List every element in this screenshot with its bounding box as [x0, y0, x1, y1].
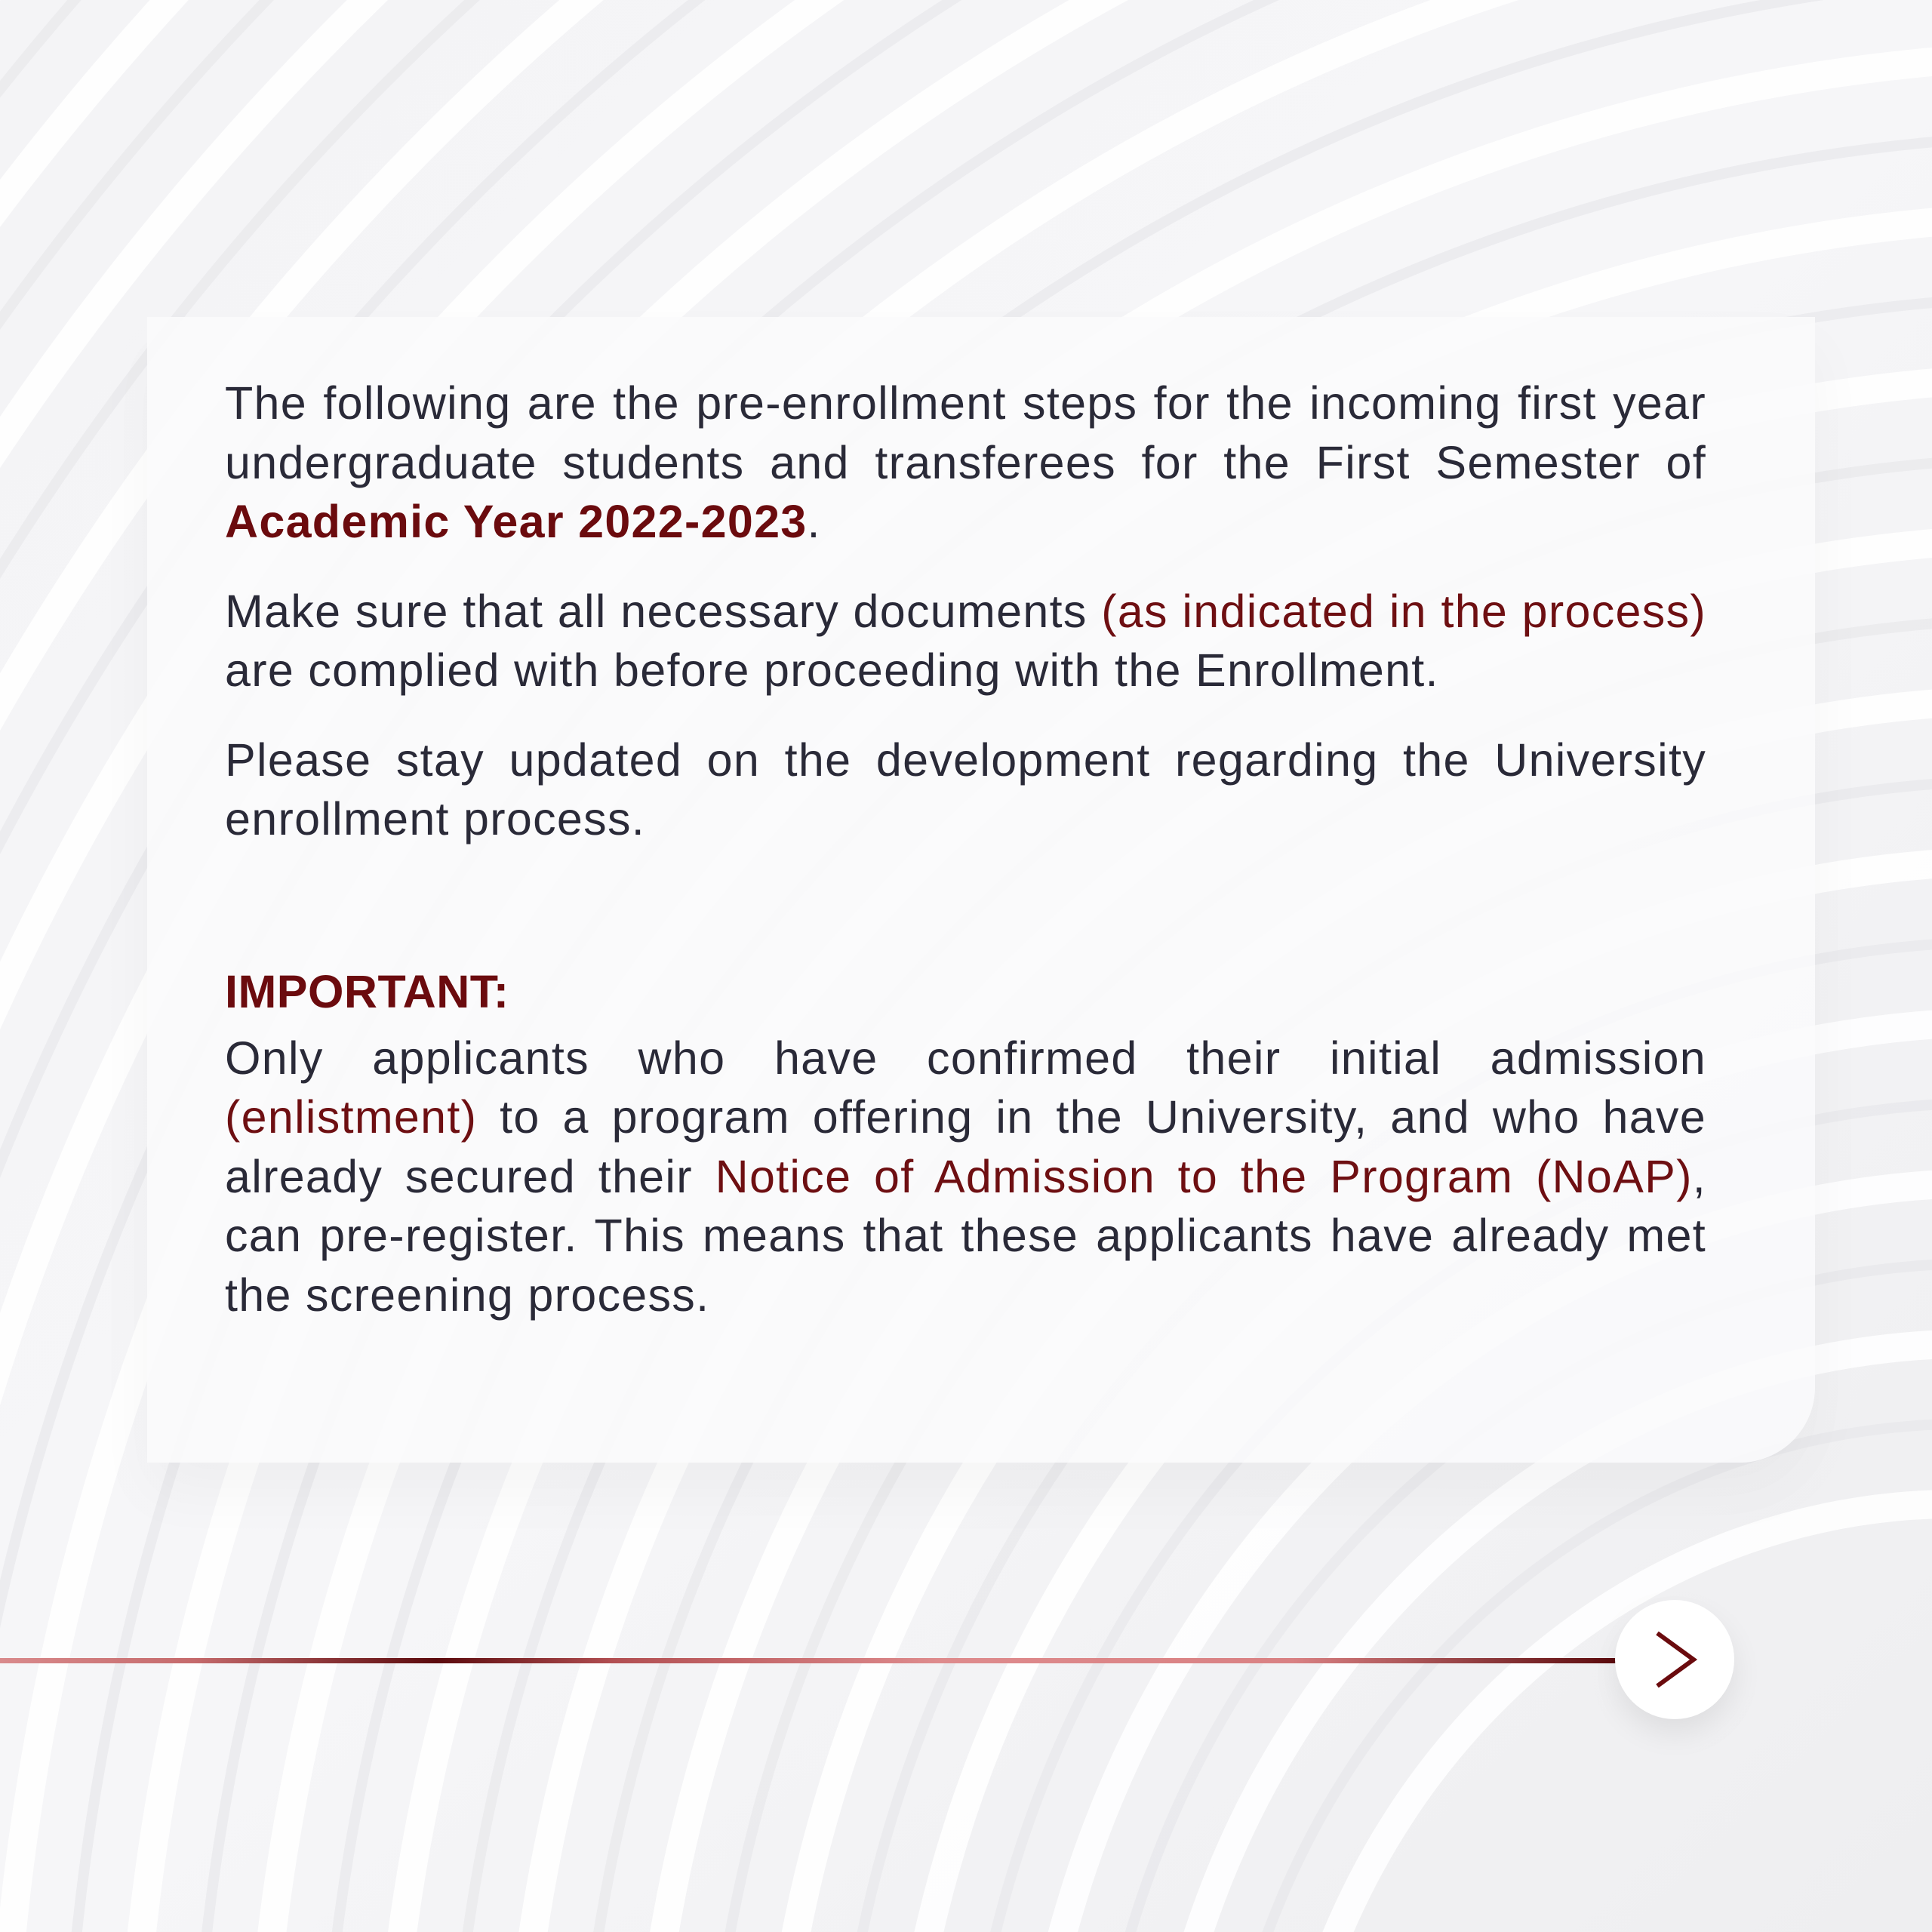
next-button[interactable]	[1615, 1600, 1734, 1719]
academic-year-highlight: Academic Year 2022-2023	[225, 496, 808, 547]
chevron-right-icon	[1653, 1630, 1698, 1689]
important-text-3: , can pre-register. This means that these applicants have already met the screening process.	[225, 1150, 1706, 1321]
documents-highlight: (as indicated in the process)	[1101, 585, 1706, 637]
divider-line	[0, 1658, 1617, 1663]
enlistment-highlight: (enlistment)	[225, 1091, 478, 1143]
announcement-content	[225, 374, 1706, 1324]
intro-text: The following are the pre-enrollment steps for the incoming first year undergraduate students and transferees for the First Semester of	[225, 377, 1706, 488]
intro-period: .	[807, 496, 821, 547]
important-text-2: to a program offering in the University, and who have already secured their	[225, 1091, 1706, 1202]
important-heading: IMPORTANT:	[225, 965, 509, 1017]
intro-paragraph	[225, 374, 1706, 552]
important-text-1: Only applicants who have confirmed their initial admission	[225, 1032, 1706, 1084]
noap-highlight: Notice of Admission to the Program (NoAP)	[715, 1150, 1693, 1202]
important-paragraph	[225, 1029, 1706, 1325]
documents-text: Make sure that all necessary documents	[225, 585, 1102, 637]
documents-text-end: are complied with before proceeding with the Enrollment.	[225, 645, 1439, 696]
update-paragraph: Please stay updated on the development regarding the University enrollment process.	[225, 734, 1706, 844]
documents-paragraph	[225, 582, 1706, 700]
